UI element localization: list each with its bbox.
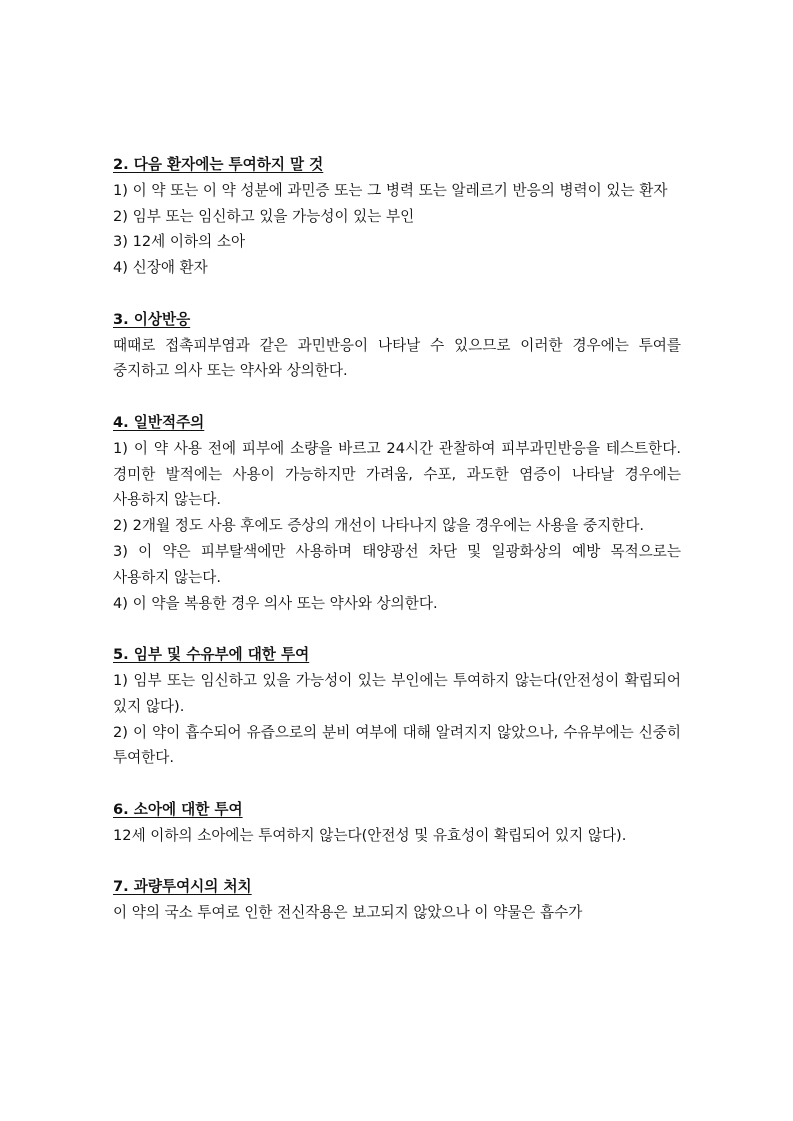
paragraph: 이 약의 국소 투여로 인한 전신작용은 보고되지 않았으나 이 약물은 흡수가 — [113, 904, 583, 922]
list-item: 3) 이 약은 피부탈색에만 사용하며 태양광선 차단 및 일광화상의 예방 목적으로는 사용하지 않는다. — [113, 542, 681, 586]
list-item: 1) 이 약 또는 이 약 성분에 과민증 또는 그 병력 또는 알레르기 반응의 병력이 있는 환자 — [113, 181, 668, 199]
list-item: 2) 이 약이 흡수되어 유즙으로의 분비 여부에 대해 알려지지 않았으나, 수유부에는 신중히 투여한다. — [113, 723, 681, 767]
section-adverse-reactions — [113, 307, 681, 384]
section-heading: 3. 이상반응 — [113, 310, 191, 328]
list-item: 2) 임부 또는 임신하고 있을 가능성이 있는 부인 — [113, 207, 415, 225]
list-item: 3) 12세 이하의 소아 — [113, 233, 246, 251]
section-general-precautions — [113, 410, 681, 616]
section-pediatric-use — [113, 797, 681, 849]
list-item: 1) 임부 또는 임신하고 있을 가능성이 있는 부인에는 투여하지 않는다(안전성이 확립되어 있지 않다). — [113, 671, 681, 715]
list-item: 1) 이 약 사용 전에 피부에 소량을 바르고 24시간 관찰하여 피부과민반응을 테스트한다. 경미한 발적에는 사용이 가능하지만 가려움, 수포, 과도한 염증이 나타날 경우에는 사용하지 않는다. — [113, 439, 681, 509]
section-contraindications — [113, 152, 681, 281]
document-body — [113, 152, 681, 952]
section-heading: 6. 소아에 대한 투여 — [113, 800, 243, 818]
paragraph: 12세 이하의 소아에는 투여하지 않는다(안전성 및 유효성이 확립되어 있지 않다). — [113, 826, 627, 844]
list-item: 4) 이 약을 복용한 경우 의사 또는 약사와 상의한다. — [113, 594, 438, 612]
paragraph: 때때로 접촉피부염과 같은 과민반응이 나타날 수 있으므로 이러한 경우에는 투여를 중지하고 의사 또는 약사와 상의한다. — [113, 336, 681, 380]
list-item: 2) 2개월 정도 사용 후에도 증상의 개선이 나타나지 않을 경우에는 사용을 중지한다. — [113, 517, 645, 535]
section-overdose-treatment — [113, 874, 681, 926]
section-pregnancy-lactation — [113, 642, 681, 771]
list-item: 4) 신장애 환자 — [113, 259, 208, 277]
section-heading: 7. 과량투여시의 처치 — [113, 878, 252, 896]
section-heading: 4. 일반적주의 — [113, 413, 205, 431]
section-heading: 5. 임부 및 수유부에 대한 투여 — [113, 646, 310, 664]
section-heading: 2. 다음 환자에는 투여하지 말 것 — [113, 156, 324, 173]
